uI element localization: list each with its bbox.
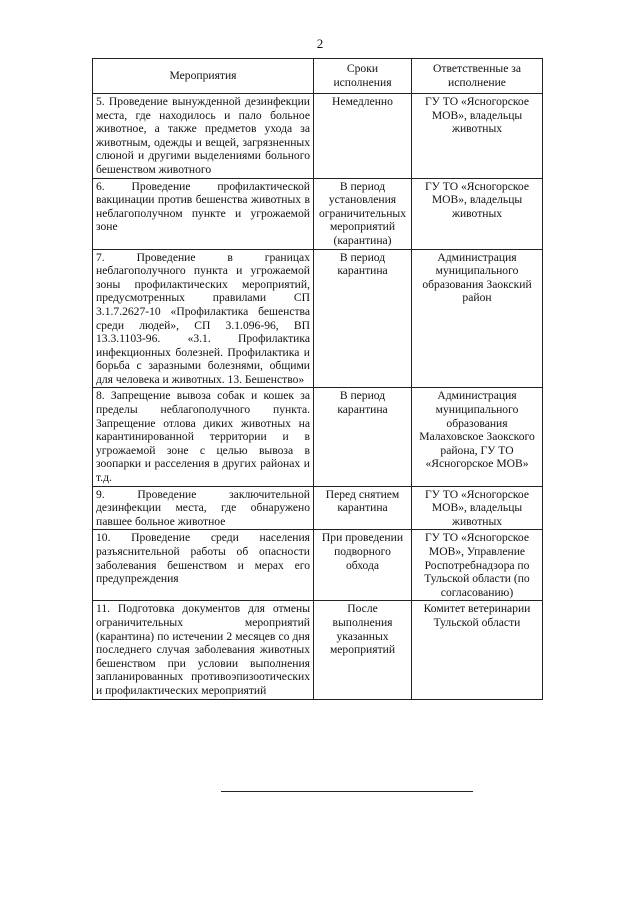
- responsible-cell: Комитет ветеринарии Тульской области: [412, 601, 543, 699]
- measure-cell: 7. Проведение в границах неблагополучного пункта и угрожаемой зоны профилактических мероприятий, предусмотренных правилами СП 3.1.7.2627-10 «Профилактика бешенства среди людей», СП 3.1.096-96, ВП 13.3.1103-96. «3.1. Профилактика инфекционных болезней. Профилактика и борьба с заразными болезнями, общими для человека и животных. 13. Бешенство»: [93, 249, 314, 388]
- deadline-cell: При проведении подворного обхода: [314, 530, 412, 601]
- measures-table: [92, 58, 543, 700]
- table-row: [93, 249, 543, 388]
- measure-cell: 6. Проведение профилактической вакцинации против бешенства животных в неблагополучном пункте и угрожаемой зоне: [93, 178, 314, 249]
- table-row: [93, 94, 543, 179]
- responsible-cell: ГУ ТО «Ясногорское МОВ», владельцы животных: [412, 94, 543, 179]
- measure-cell: 10. Проведение среди населения разъяснительной работы об опасности заболевания бешенством и мерах его предупреждения: [93, 530, 314, 601]
- table-header-row: [93, 59, 543, 94]
- table-row: [93, 486, 543, 530]
- deadline-cell: В период карантина: [314, 249, 412, 388]
- measure-cell: 8. Запрещение вывоза собак и кошек за пределы неблагополучного пункта. Запрещение отлова диких животных на карантинированной территории и в угрожаемой зоне с целью вывоза в зоопарки и расселения в других районах и т.д.: [93, 388, 314, 486]
- table-row: [93, 530, 543, 601]
- deadline-cell: Немедленно: [314, 94, 412, 179]
- measure-cell: 9. Проведение заключительной дезинфекции места, где обнаружено павшее больное животное: [93, 486, 314, 530]
- deadline-cell: В период установления ограничительных мероприятий (карантина): [314, 178, 412, 249]
- responsible-cell: ГУ ТО «Ясногорское МОВ», владельцы животных: [412, 178, 543, 249]
- measure-cell: 5. Проведение вынужденной дезинфекции места, где находилось и пало больное животное, а также предметов ухода за животным, одежды и вещей, загрязненных слюной и другими выделениями больного бешенством животного: [93, 94, 314, 179]
- responsible-cell: Администрация муниципального образования Малаховское Заокского района, ГУ ТО «Ясногорское МОВ»: [412, 388, 543, 486]
- page-number: 2: [316, 36, 324, 51]
- table-row: [93, 178, 543, 249]
- deadline-cell: В период карантина: [314, 388, 412, 486]
- header-responsible: Ответственные за исполнение: [412, 59, 543, 94]
- deadline-cell: Перед снятием карантина: [314, 486, 412, 530]
- header-deadline: Сроки исполнения: [314, 59, 412, 94]
- closing-divider: [221, 791, 473, 792]
- responsible-cell: Администрация муниципального образования Заокский район: [412, 249, 543, 388]
- table-row: [93, 388, 543, 486]
- responsible-cell: ГУ ТО «Ясногорское МОВ», владельцы животных: [412, 486, 543, 530]
- deadline-cell: После выполнения указанных мероприятий: [314, 601, 412, 699]
- measure-cell: 11. Подготовка документов для отмены ограничительных мероприятий (карантина) по истечении 2 месяцев со дня последнего случая заболевания животных бешенством при условии выполнения запланированных противоэпизоотических и профилактических мероприятий: [93, 601, 314, 699]
- responsible-cell: ГУ ТО «Ясногорское МОВ», Управление Роспотребнадзора по Тульской области (по согласованию): [412, 530, 543, 601]
- table-row: [93, 601, 543, 699]
- header-measure: Мероприятия: [93, 59, 314, 94]
